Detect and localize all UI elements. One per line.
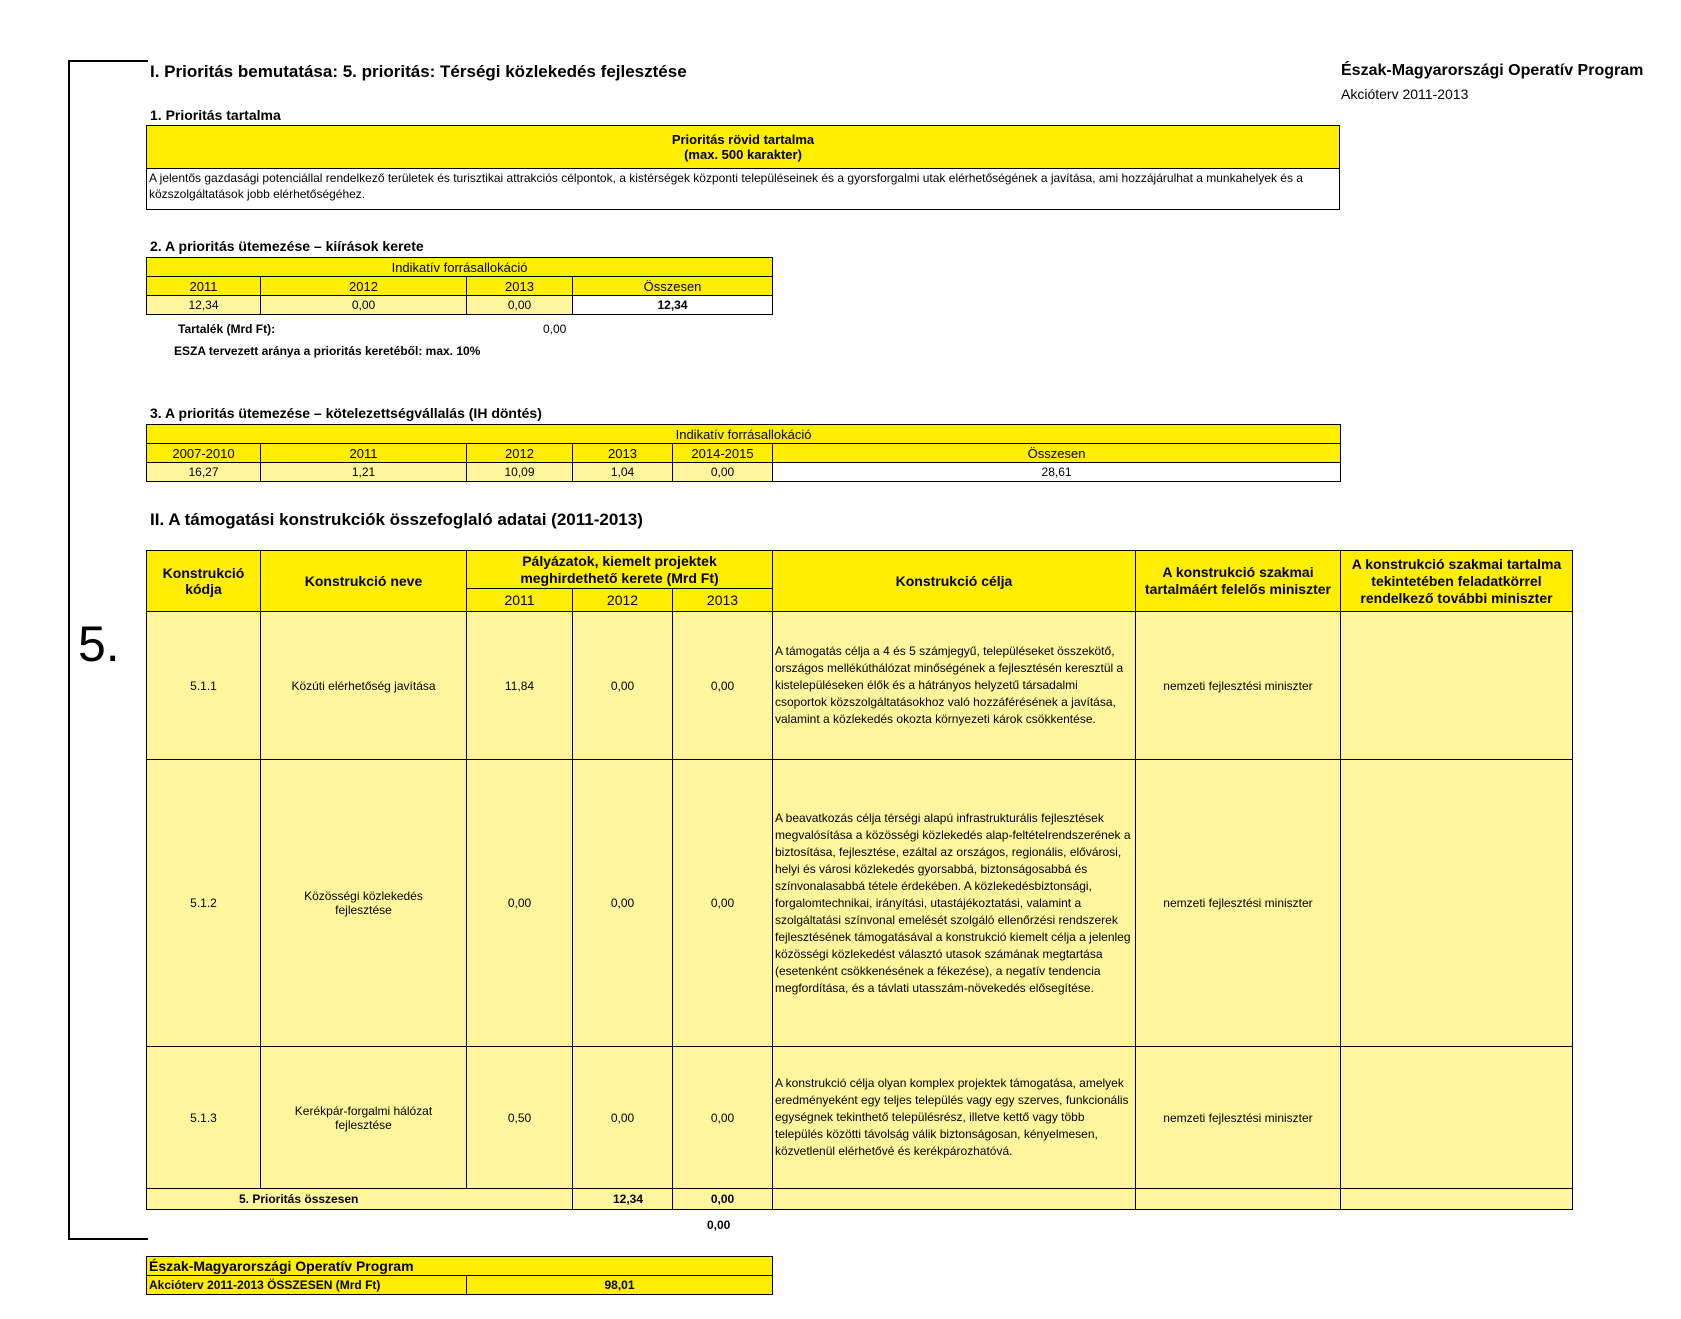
side-number: 5. [78, 616, 120, 672]
program-name: Észak-Magyarországi Operatív Program [1341, 62, 1644, 79]
reserve-value: 0,00 [543, 322, 567, 336]
hdr-code: Konstrukció kódja [147, 551, 261, 612]
hdr-name: Konstrukció neve [261, 551, 467, 612]
summary-table [146, 1256, 773, 1295]
s2-col-2011: 2011 [147, 277, 261, 296]
total-2012: 0,00 [673, 1189, 773, 1210]
s2-val-2013: 0,00 [467, 296, 573, 315]
row-name: Kerékpár-forgalmi hálózat fejlesztése [261, 1047, 467, 1189]
total-goal-empty [773, 1189, 1136, 1210]
s2-val-total: 12,34 [573, 296, 773, 315]
s3-col-2011: 2011 [261, 444, 467, 463]
s3-val-total: 28,61 [773, 463, 1341, 482]
summary-line2: Akcióterv 2011-2013 ÖSSZESEN (Mrd Ft) [147, 1276, 467, 1295]
s3-val-2014-2015: 0,00 [673, 463, 773, 482]
s2-col-total: Összesen [573, 277, 773, 296]
row-minister: nemzeti fejlesztési miniszter [1136, 1047, 1341, 1189]
row-2013: 0,00 [673, 612, 773, 760]
section3-title: 3. A prioritás ütemezése – kötelezettségvállalás (IH döntés) [150, 405, 542, 421]
hdr-year-2013: 2013 [673, 589, 773, 612]
s3-col-2014-2015: 2014-2015 [673, 444, 773, 463]
hdr-minister: A konstrukció szakmai tartalmáért felelős miniszter [1136, 551, 1341, 612]
row-code: 5.1.2 [147, 760, 261, 1047]
s2-col-2012: 2012 [261, 277, 467, 296]
row-minister: nemzeti fejlesztési miniszter [1136, 760, 1341, 1047]
s3-col-2007-2010: 2007-2010 [147, 444, 261, 463]
table-row [147, 760, 1573, 1047]
row-minister: nemzeti fejlesztési miniszter [1136, 612, 1341, 760]
total-other-empty [1341, 1189, 1573, 1210]
s3-val-2013: 1,04 [573, 463, 673, 482]
program-subtitle: Akcióterv 2011-2013 [1341, 86, 1469, 102]
row-2012: 0,00 [573, 760, 673, 1047]
table-row [147, 1047, 1573, 1189]
total-2013: 0,00 [707, 1218, 731, 1232]
priority-content-table [146, 125, 1340, 210]
total-minister-empty [1136, 1189, 1341, 1210]
header-line2: (max. 500 karakter) [684, 147, 802, 162]
row-goal: A támogatás célja a 4 és 5 számjegyű, településeket összekötő, országos mellékúthálózat minőségének a fejlesztésén keresztül a kistelepüléseken élők és a hátrányos helyzetű társadalmi csoportok közszolgáltatásokhoz való hozzáférésének a javítása, valamint a közlekedés okozta környezeti károk csökkentése. [773, 612, 1136, 760]
row-name: Közösségi közlekedés fejlesztése [261, 760, 467, 1047]
s2-header: Indikatív forrásallokáció [147, 258, 773, 277]
total-label: 5. Prioritás összesen [147, 1189, 573, 1210]
row-code: 5.1.3 [147, 1047, 261, 1189]
s2-col-2013: 2013 [467, 277, 573, 296]
schedule-commitment-table [146, 424, 1341, 482]
hdr-other-minister: A konstrukció szakmai tartalma tekintetében feladatkörrel rendelkező további miniszter [1341, 551, 1573, 612]
row-2011: 11,84 [467, 612, 573, 760]
row-2013: 0,00 [673, 760, 773, 1047]
s2-val-2012: 0,00 [261, 296, 467, 315]
row-2011: 0,00 [467, 760, 573, 1047]
constructions-table [146, 550, 1573, 1210]
priority-content-header [147, 126, 1340, 169]
row-other [1341, 1047, 1573, 1189]
row-code: 5.1.1 [147, 612, 261, 760]
s3-col-2012: 2012 [467, 444, 573, 463]
row-name: Közúti elérhetőség javítása [261, 612, 467, 760]
total-2011: 12,34 [573, 1189, 673, 1210]
table-row [147, 612, 1573, 760]
priority-content-text: A jelentős gazdasági potenciállal rendelkező területek és turisztikai attrakciós célpontok, a kistérségek központi településeinek és a gyorsforgalmi utak elérhetőségének a javítása, ami hozzájárulhat a munkahelyek és a közszolgáltatások jobb elérhetőségéhez. [147, 169, 1340, 210]
total-row [147, 1189, 1573, 1210]
s3-val-2007-2010: 16,27 [147, 463, 261, 482]
row-goal: A beavatkozás célja térségi alapú infrastrukturális fejlesztések megvalósítása a közösségi közlekedés alap-feltételrendszerének a biztosítása, fejlesztése, ezáltal az országos, regionális, elővárosi, helyi és városi közlekedés gyorsabbá, biztonságosabbá és színvonalasabbá tétele érdekében. A közlekedésbiztonsági, forgalomtechnikai, irányítási, utastájékoztatási, valamint a szolgáltatási színvonal emelését szolgáló ellenőrzési rendszerek fejlesztésének támogatásával a konstrukció kiemelt célja a jelenleg közösségi közlekedést választó utasok számának megtartása (esetenként csökkenésének a fékezése), a negatív tendencia megfordítása, és a távlati utasszám-növekedés elősegítése. [773, 760, 1136, 1047]
row-2011: 0,50 [467, 1047, 573, 1189]
section1-title: 1. Prioritás tartalma [150, 107, 281, 123]
reserve-label: Tartalék (Mrd Ft): [178, 322, 276, 336]
summary-value: 98,01 [467, 1276, 773, 1295]
header-line1: Prioritás rövid tartalma [671, 132, 815, 147]
summary-line1: Észak-Magyarországi Operatív Program [147, 1257, 773, 1276]
s3-col-2013: 2013 [573, 444, 673, 463]
s3-col-total: Összesen [773, 444, 1341, 463]
s3-val-2012: 10,09 [467, 463, 573, 482]
esza-note: ESZA tervezett aránya a prioritás keretéből: max. 10% [174, 344, 481, 358]
hdr-year-2012: 2012 [573, 589, 673, 612]
row-2012: 0,00 [573, 1047, 673, 1189]
section4-title: II. A támogatási konstrukciók összefoglaló adatai (2011-2013) [150, 510, 643, 529]
row-other [1341, 760, 1573, 1047]
s2-val-2011: 12,34 [147, 296, 261, 315]
row-2013: 0,00 [673, 1047, 773, 1189]
s3-header: Indikatív forrásallokáció [147, 425, 1341, 444]
row-2012: 0,00 [573, 612, 673, 760]
section2-title: 2. A prioritás ütemezése – kiírások kerete [150, 238, 424, 254]
schedule-calls-table [146, 257, 773, 315]
row-goal: A konstrukció célja olyan komplex projektek támogatása, amelyek eredményeként egy teljes település vagy egy szerves, funkcionális egységnek tekinthető településrész, illetve kettő vagy több település közötti távolság válik biztonságosan, kényelmesen, közvetlenül elérhetővé és kerékpározhatóvá. [773, 1047, 1136, 1189]
hdr-goal: Konstrukció célja [773, 551, 1136, 612]
row-other [1341, 612, 1573, 760]
page-title: I. Prioritás bemutatása: 5. prioritás: Térségi közlekedés fejlesztése [150, 62, 687, 81]
hdr-frame: Pályázatok, kiemelt projektek meghirdethető kerete (Mrd Ft) [467, 551, 773, 589]
hdr-year-2011: 2011 [467, 589, 573, 612]
s3-val-2011: 1,21 [261, 463, 467, 482]
